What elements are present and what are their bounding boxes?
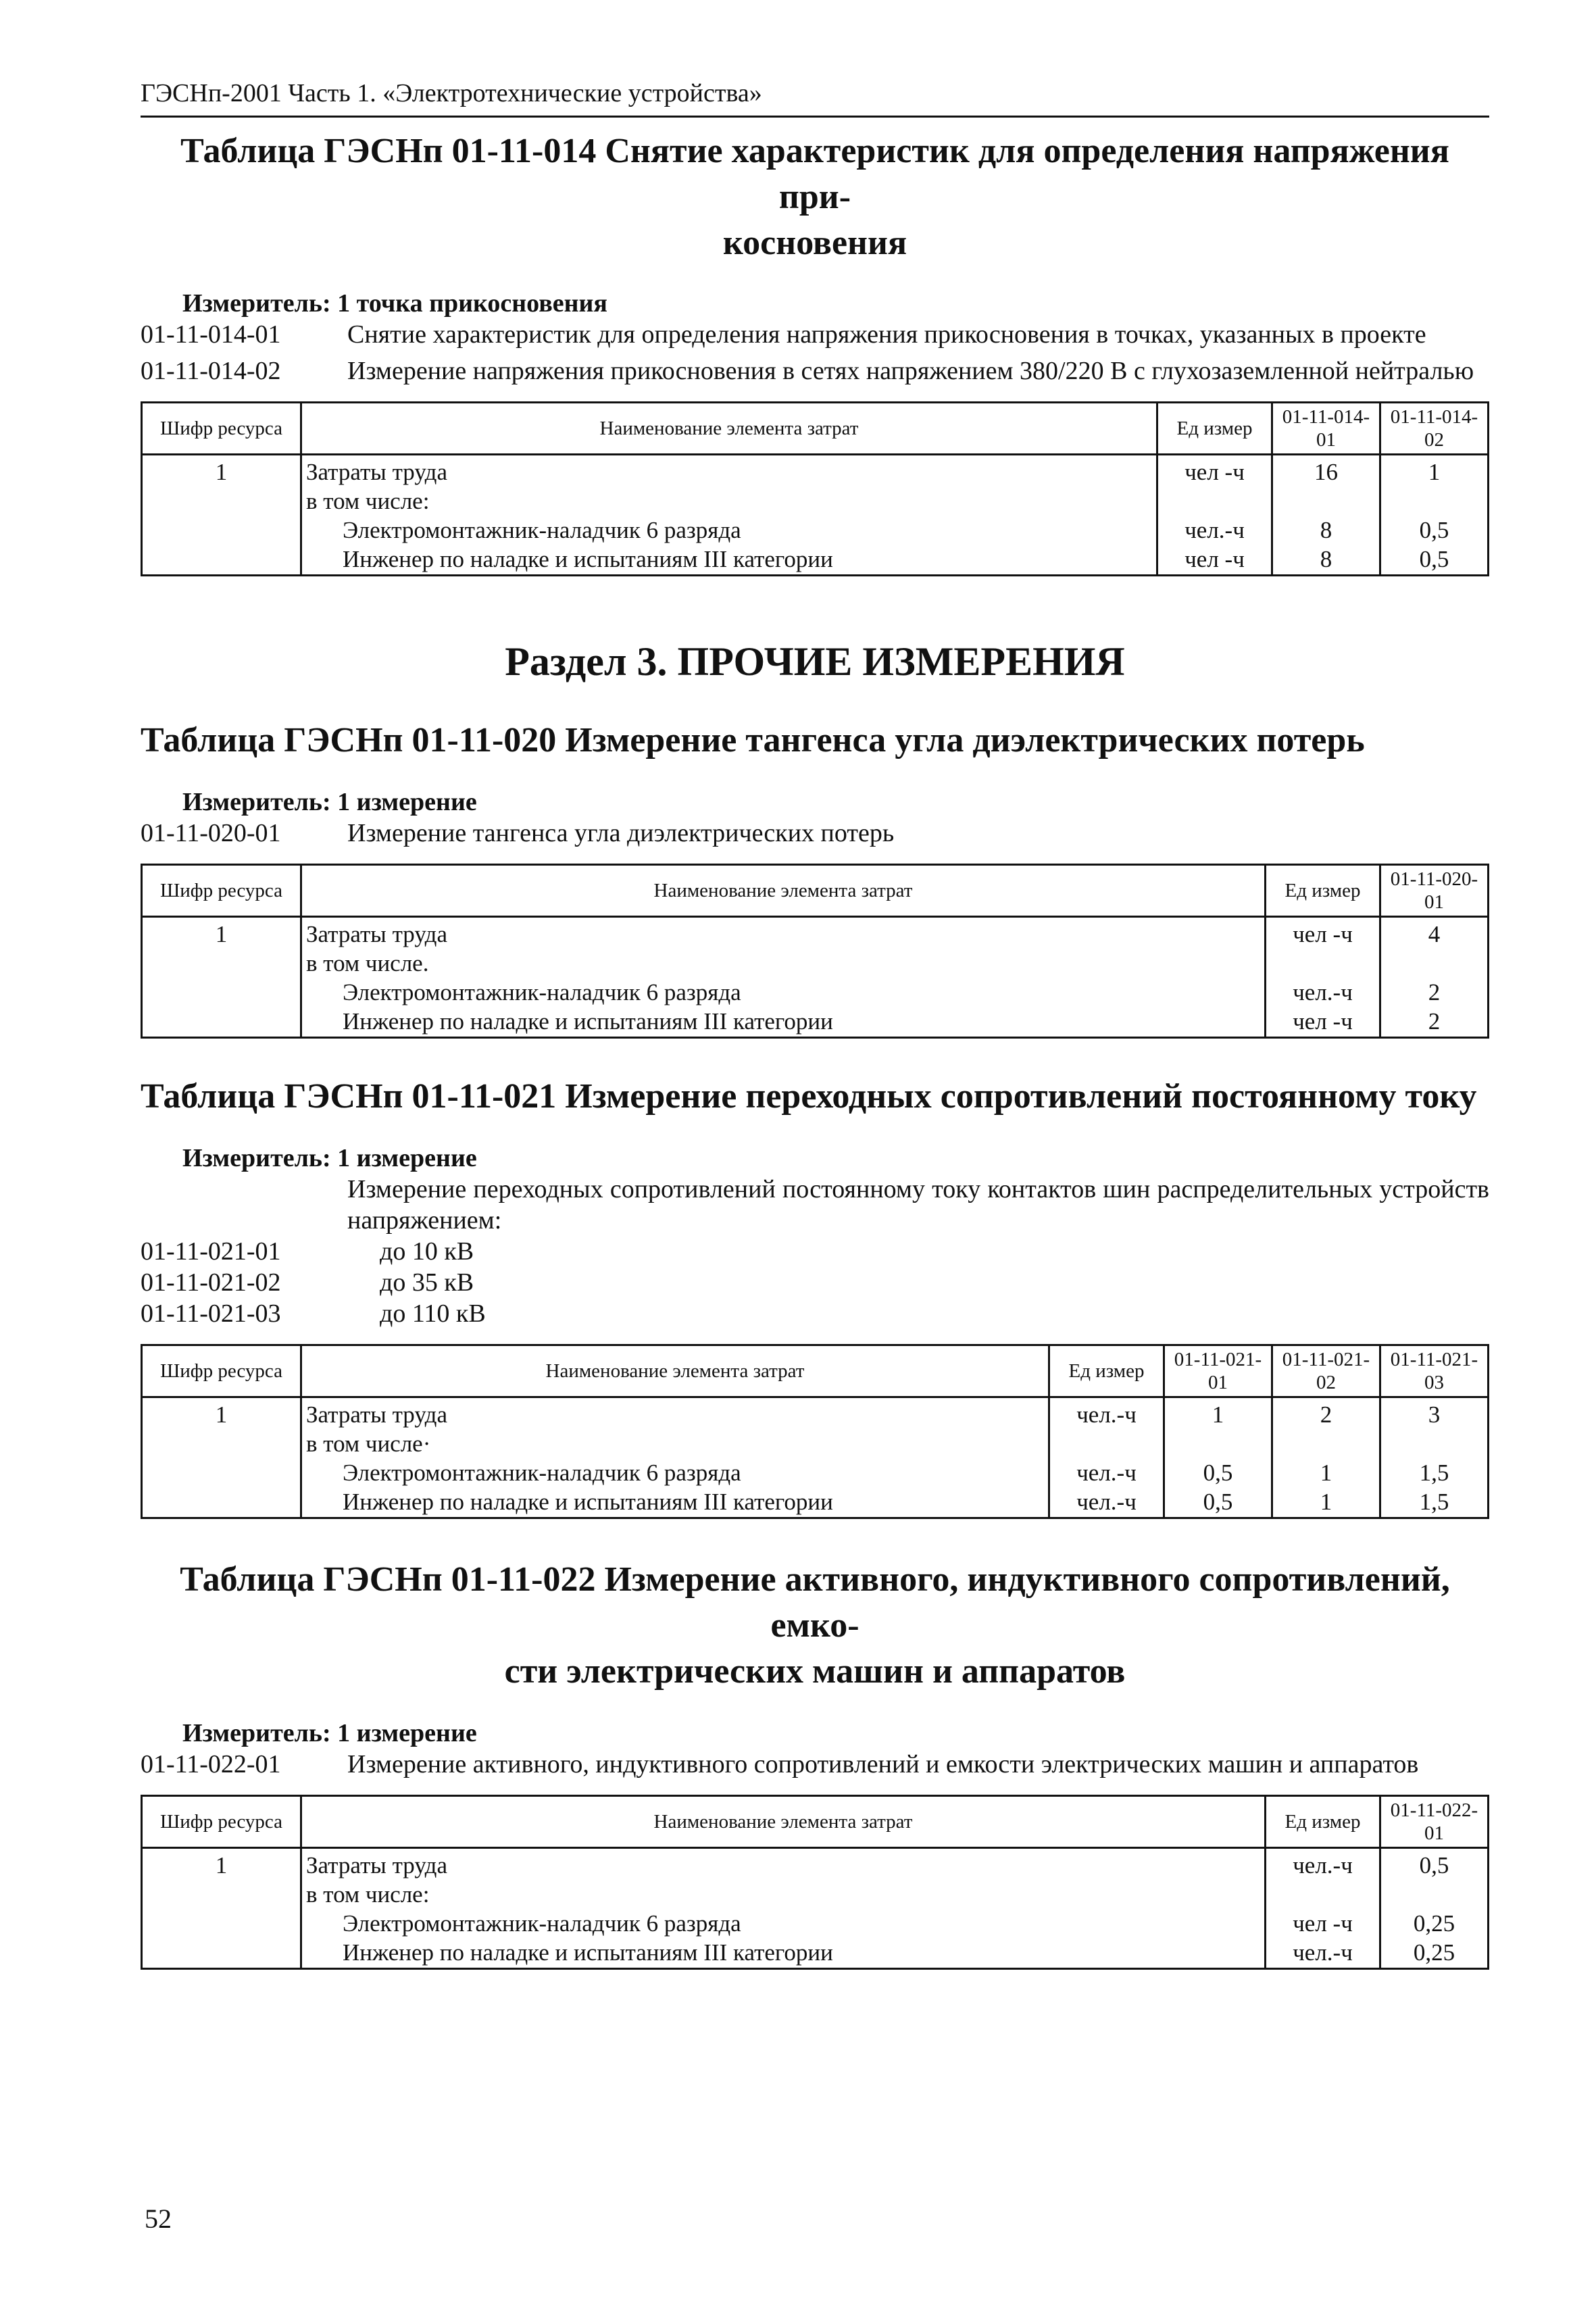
table-row: Инженер по наладке и испытаниям III категории чел -ч 8 0,5 (142, 545, 1489, 576)
measure-line (141, 1718, 1489, 1749)
table-title: Таблица ГЭСНп 01-11-014 Снятие характеристик для определения напряжения при- косновения (180, 132, 1449, 262)
col-header-norm: 01-11-021-01 (1164, 1345, 1272, 1397)
table-title: Таблица ГЭСНп 01-11-021 Измерение переходных сопротивлений постоянному току (141, 1077, 1477, 1116)
col-header-code: Шифр ресурса (142, 1796, 301, 1848)
table-row: 1 Затраты труда чел.-ч 1 2 3 (142, 1397, 1489, 1430)
resource-table (141, 864, 1489, 1039)
col-header-norm: 01-11-014-02 (1380, 403, 1489, 455)
resource-table (141, 1795, 1489, 1970)
table-row: Электромонтажник-наладчик 6 разряда чел.-ч 8 0,5 (142, 516, 1489, 545)
col-header-norm: 01-11-014-01 (1272, 403, 1380, 455)
section-t021 (141, 1074, 1489, 1519)
measure-line (141, 787, 1489, 818)
table-row: Инженер по наладке и испытаниям III категории чел.-ч 0,5 1 1,5 (142, 1488, 1489, 1518)
measure-line (141, 288, 1489, 319)
table-title: Таблица ГЭСНп 01-11-022 Измерение активного, индуктивного сопротивлений, емко- сти электрических машин и аппаратов (180, 1560, 1450, 1691)
section-t014 (141, 128, 1489, 576)
col-header-name: Наименование элемента затрат (301, 865, 1266, 917)
resource-table (141, 1344, 1489, 1519)
measure-label: Измеритель: (182, 289, 331, 318)
resource-table (141, 401, 1489, 576)
table-row: 1 Затраты труда чел.-ч 0,5 (142, 1848, 1489, 1881)
table-row: в том числе· (142, 1430, 1489, 1459)
table-row: Инженер по наладке и испытаниям III категории чел.-ч 0,25 (142, 1939, 1489, 1969)
col-header-name: Наименование элемента затрат (301, 403, 1157, 455)
measure-label: Измеритель: (182, 1144, 331, 1172)
measure-value: 1 точка прикосновения (337, 289, 607, 318)
item-row: 01-11-021-02 до 35 кВ (141, 1268, 474, 1297)
col-header-unit: Ед измер (1049, 1345, 1164, 1397)
measure-value: 1 измерение (337, 1719, 477, 1747)
measure-value: 1 измерение (337, 1144, 477, 1172)
col-header-unit: Ед измер (1266, 1796, 1380, 1848)
col-header-code: Шифр ресурса (142, 865, 301, 917)
col-header-code: Шифр ресурса (142, 403, 301, 455)
table-row: Электромонтажник-наладчик 6 разряда чел.-ч 2 (142, 978, 1489, 1007)
table-row: 1 Затраты труда чел -ч 16 1 (142, 455, 1489, 488)
col-header-norm: 01-11-020-01 (1380, 865, 1489, 917)
section-t020 (141, 718, 1489, 1039)
running-header: ГЭСНп-2001 Часть 1. «Электротехнические устройства» (141, 74, 1489, 118)
col-header-norm: 01-11-022-01 (1380, 1796, 1489, 1848)
item-row: 01-11-014-01 Снятие характеристик для определения напряжения прикосновения в точках, указанных в проекте (141, 320, 1426, 349)
measure-label: Измеритель: (182, 788, 331, 816)
measure-value: 1 измерение (337, 788, 477, 816)
table-title: Таблица ГЭСНп 01-11-020 Измерение тангенса угла диэлектрических потерь (141, 721, 1365, 760)
col-header-name: Наименование элемента затрат (301, 1345, 1049, 1397)
table-row: в том числе: (142, 487, 1489, 516)
item-row: 01-11-022-01 Измерение активного, индуктивного сопротивлений и емкости электрических машин и аппаратов (141, 1750, 1419, 1778)
item-row: 01-11-020-01 Измерение тангенса угла диэлектрических потерь (141, 819, 895, 847)
document-page (141, 74, 1489, 1970)
col-header-norm: 01-11-021-02 (1272, 1345, 1380, 1397)
section-title: Раздел 3. ПРОЧИЕ ИЗМЕРЕНИЯ (505, 639, 1125, 684)
measure-line (141, 1143, 1489, 1174)
measure-label: Измеритель: (182, 1719, 331, 1747)
col-header-unit: Ед измер (1157, 403, 1272, 455)
table-row: в том числе. (142, 949, 1489, 978)
table-row: Электромонтажник-наладчик 6 разряда чел.-ч 0,5 1 1,5 (142, 1459, 1489, 1488)
section-t022 (141, 1557, 1489, 1970)
item-row: 01-11-021-01 до 10 кВ (141, 1237, 474, 1266)
col-header-norm: 01-11-021-03 (1380, 1345, 1489, 1397)
item-intro: Измерение переходных сопротивлений постоянному току контактов шин распределительных устройств напряжением: (347, 1175, 1489, 1235)
col-header-unit: Ед измер (1266, 865, 1380, 917)
table-row: Инженер по наладке и испытаниям III категории чел -ч 2 (142, 1007, 1489, 1038)
page-number: 52 (145, 2204, 172, 2234)
col-header-name: Наименование элемента затрат (301, 1796, 1266, 1848)
item-row: 01-11-014-02 Измерение напряжения прикосновения в сетях напряжением 380/220 В с глухозаземленной нейтралью (141, 357, 1474, 385)
col-header-code: Шифр ресурса (142, 1345, 301, 1397)
table-row: в том числе: (142, 1881, 1489, 1910)
item-row: 01-11-021-03 до 110 кВ (141, 1299, 486, 1328)
table-row: Электромонтажник-наладчик 6 разряда чел -ч 0,25 (142, 1910, 1489, 1939)
table-row: 1 Затраты труда чел -ч 4 (142, 917, 1489, 950)
